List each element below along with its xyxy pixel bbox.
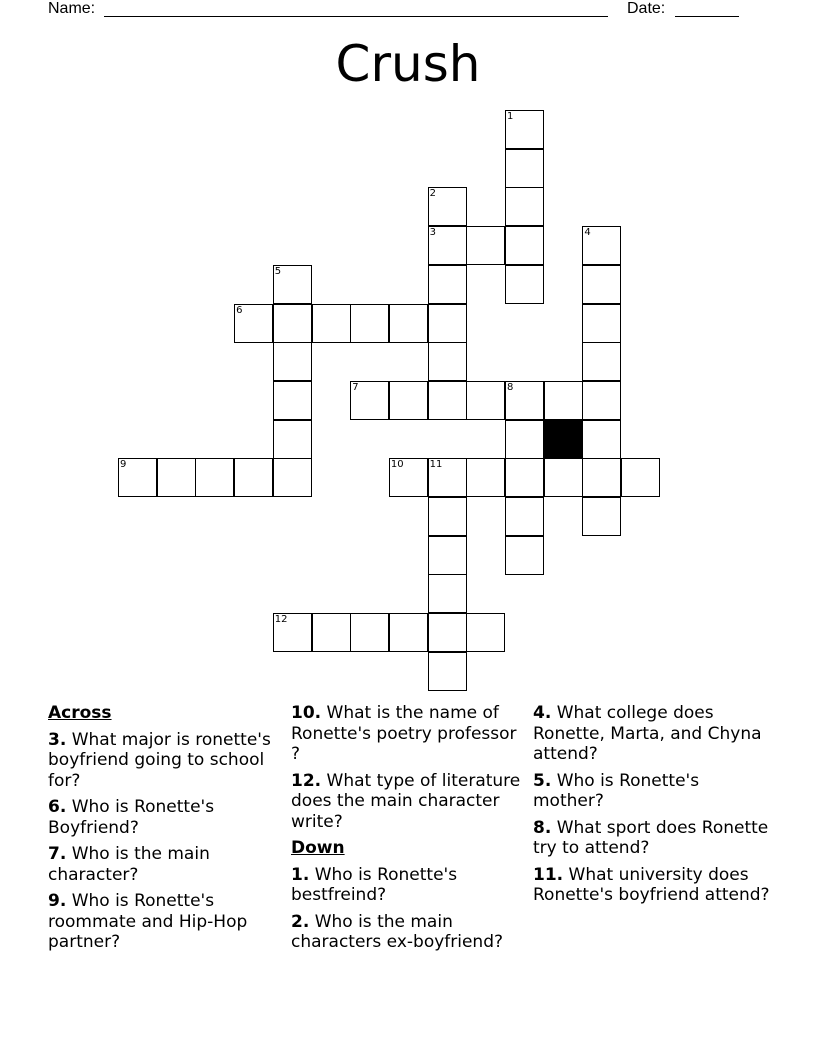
clue [533, 703, 773, 765]
grid-cell[interactable] [428, 652, 467, 691]
clue [533, 865, 773, 906]
grid-cell[interactable] [350, 304, 389, 343]
grid-cell[interactable] [273, 342, 312, 381]
grid-cell[interactable] [582, 420, 621, 459]
clue-text: Who is the main character? [48, 844, 210, 885]
grid-cell[interactable] [389, 381, 428, 420]
grid-cell[interactable] [234, 304, 273, 343]
grid-cell[interactable] [428, 536, 467, 575]
clue-number: 9 [120, 459, 127, 471]
grid-cell[interactable] [505, 187, 544, 226]
grid-cell[interactable] [428, 304, 467, 343]
across-clue-list-continued [291, 703, 527, 832]
grid-cell[interactable] [621, 458, 660, 497]
clue-text: Who is Ronette's Boyfriend? [48, 797, 215, 838]
grid-cell[interactable] [582, 458, 621, 497]
grid-cell[interactable] [466, 226, 505, 265]
clue [291, 771, 527, 833]
clue [533, 818, 773, 859]
grid-cell[interactable] [505, 110, 544, 149]
grid-cell[interactable] [505, 497, 544, 536]
clue-num: 10. [291, 703, 322, 723]
clue-num: 9. [48, 891, 67, 911]
grid-cell[interactable] [273, 420, 312, 459]
clue-number: 10 [390, 459, 404, 471]
name-label: Name: [48, 0, 96, 17]
grid-cell[interactable] [428, 342, 467, 381]
clue-number: 1 [507, 111, 514, 122]
clue [291, 912, 527, 953]
clue-num: 12. [291, 770, 322, 791]
grid-cell[interactable] [582, 381, 621, 420]
clue-number: 4 [584, 227, 591, 239]
grid-cell[interactable] [582, 497, 621, 536]
clue-num: 11. [533, 864, 564, 885]
clue [291, 865, 527, 906]
grid-cell[interactable] [389, 304, 428, 343]
clue-text: What college does Ronette, Marta, and Chyna attend? [533, 703, 762, 764]
clue-text: Who is Ronette's roommate and Hip-Hop partner? [48, 891, 248, 952]
grid-cell[interactable] [505, 226, 544, 265]
clue [48, 891, 278, 953]
grid-cell[interactable] [157, 458, 196, 497]
clue-column-1 [48, 703, 278, 959]
date-label: Date: [627, 0, 666, 17]
grid-cell[interactable] [582, 304, 621, 343]
grid-cell[interactable] [582, 342, 621, 381]
grid-cell[interactable] [505, 381, 544, 420]
grid-cell[interactable] [505, 265, 544, 304]
clue-text: What sport does Ronette try to attend? [533, 817, 769, 858]
grid-cell[interactable] [466, 381, 505, 420]
grid-cell[interactable] [505, 536, 544, 575]
clue [48, 797, 278, 838]
clue-num: 6. [48, 797, 67, 817]
clue-num: 4. [533, 703, 552, 723]
clue-num: 5. [533, 770, 552, 791]
grid-cell[interactable] [544, 381, 583, 420]
clue-text: What major is ronette's boyfriend going to school for? [48, 729, 271, 791]
clue [533, 771, 773, 812]
puzzle-title: Crush [335, 35, 481, 93]
grid-cell[interactable] [428, 226, 467, 265]
grid-cell[interactable] [234, 458, 273, 497]
grid-cell[interactable] [428, 458, 467, 497]
grid-cell[interactable] [466, 458, 505, 497]
clue-num: 8. [533, 817, 552, 838]
grid-cell[interactable] [505, 458, 544, 497]
clue-number: 7 [352, 381, 359, 393]
grid-cell[interactable] [389, 613, 428, 652]
grid-black-cell [544, 420, 583, 459]
grid-cell[interactable] [273, 458, 312, 497]
clue-text: Who is Ronette's mother? [533, 770, 700, 811]
grid-cell[interactable] [312, 304, 351, 343]
clue-number: 11 [429, 459, 443, 471]
clue-num: 1. [291, 864, 310, 885]
down-clue-list-continued [533, 703, 773, 906]
grid-cell[interactable] [350, 613, 389, 652]
grid-cell[interactable] [312, 613, 351, 652]
clue-num: 3. [48, 729, 67, 750]
grid-cell[interactable] [505, 420, 544, 459]
clue-number: 12 [274, 614, 288, 626]
clue-number: 3 [429, 227, 436, 239]
clue-number: 5 [274, 265, 282, 277]
grid-cell[interactable] [428, 381, 467, 420]
grid-cell[interactable] [428, 497, 467, 536]
down-heading: Down [291, 838, 345, 858]
grid-cell[interactable] [195, 458, 234, 497]
grid-cell[interactable] [118, 458, 157, 497]
clue-text: What university does Ronette's boyfriend attend? [533, 864, 770, 905]
clue [48, 730, 278, 792]
down-clue-list [291, 865, 527, 953]
across-clue-list [48, 730, 278, 953]
grid-cell[interactable] [389, 458, 428, 497]
clue [291, 703, 527, 765]
clue-column-3 [533, 703, 773, 912]
grid-cell[interactable] [428, 187, 467, 226]
clue-number: 6 [236, 304, 243, 316]
clue-text: Who is the main characters ex-boyfriend? [291, 911, 504, 952]
grid-cell[interactable] [273, 265, 312, 304]
across-heading: Across [48, 703, 112, 723]
clue-text: Who is Ronette's bestfreind? [291, 864, 458, 905]
grid-cell[interactable] [273, 304, 312, 343]
clue-column-2 [291, 703, 527, 959]
grid-cell[interactable] [582, 226, 621, 265]
grid-cell[interactable] [428, 613, 467, 652]
grid-cell[interactable] [466, 613, 505, 652]
clue-num: 2. [291, 911, 310, 932]
clue [48, 844, 278, 885]
clue-number: 8 [507, 381, 514, 393]
clue-text: What type of literature does the main character write? [291, 770, 521, 832]
grid-cell[interactable] [582, 265, 621, 304]
grid-cell[interactable] [428, 265, 467, 304]
grid-cell[interactable] [273, 613, 312, 652]
clue-num: 7. [48, 844, 67, 864]
grid-cell[interactable] [544, 458, 583, 497]
grid-cell[interactable] [428, 574, 467, 613]
grid-cell[interactable] [350, 381, 389, 420]
grid-cell[interactable] [505, 149, 544, 188]
grid-cell[interactable] [273, 381, 312, 420]
clue-number: 2 [429, 188, 436, 200]
clue-text: What is the name of Ronette's poetry professor ? [291, 703, 517, 764]
